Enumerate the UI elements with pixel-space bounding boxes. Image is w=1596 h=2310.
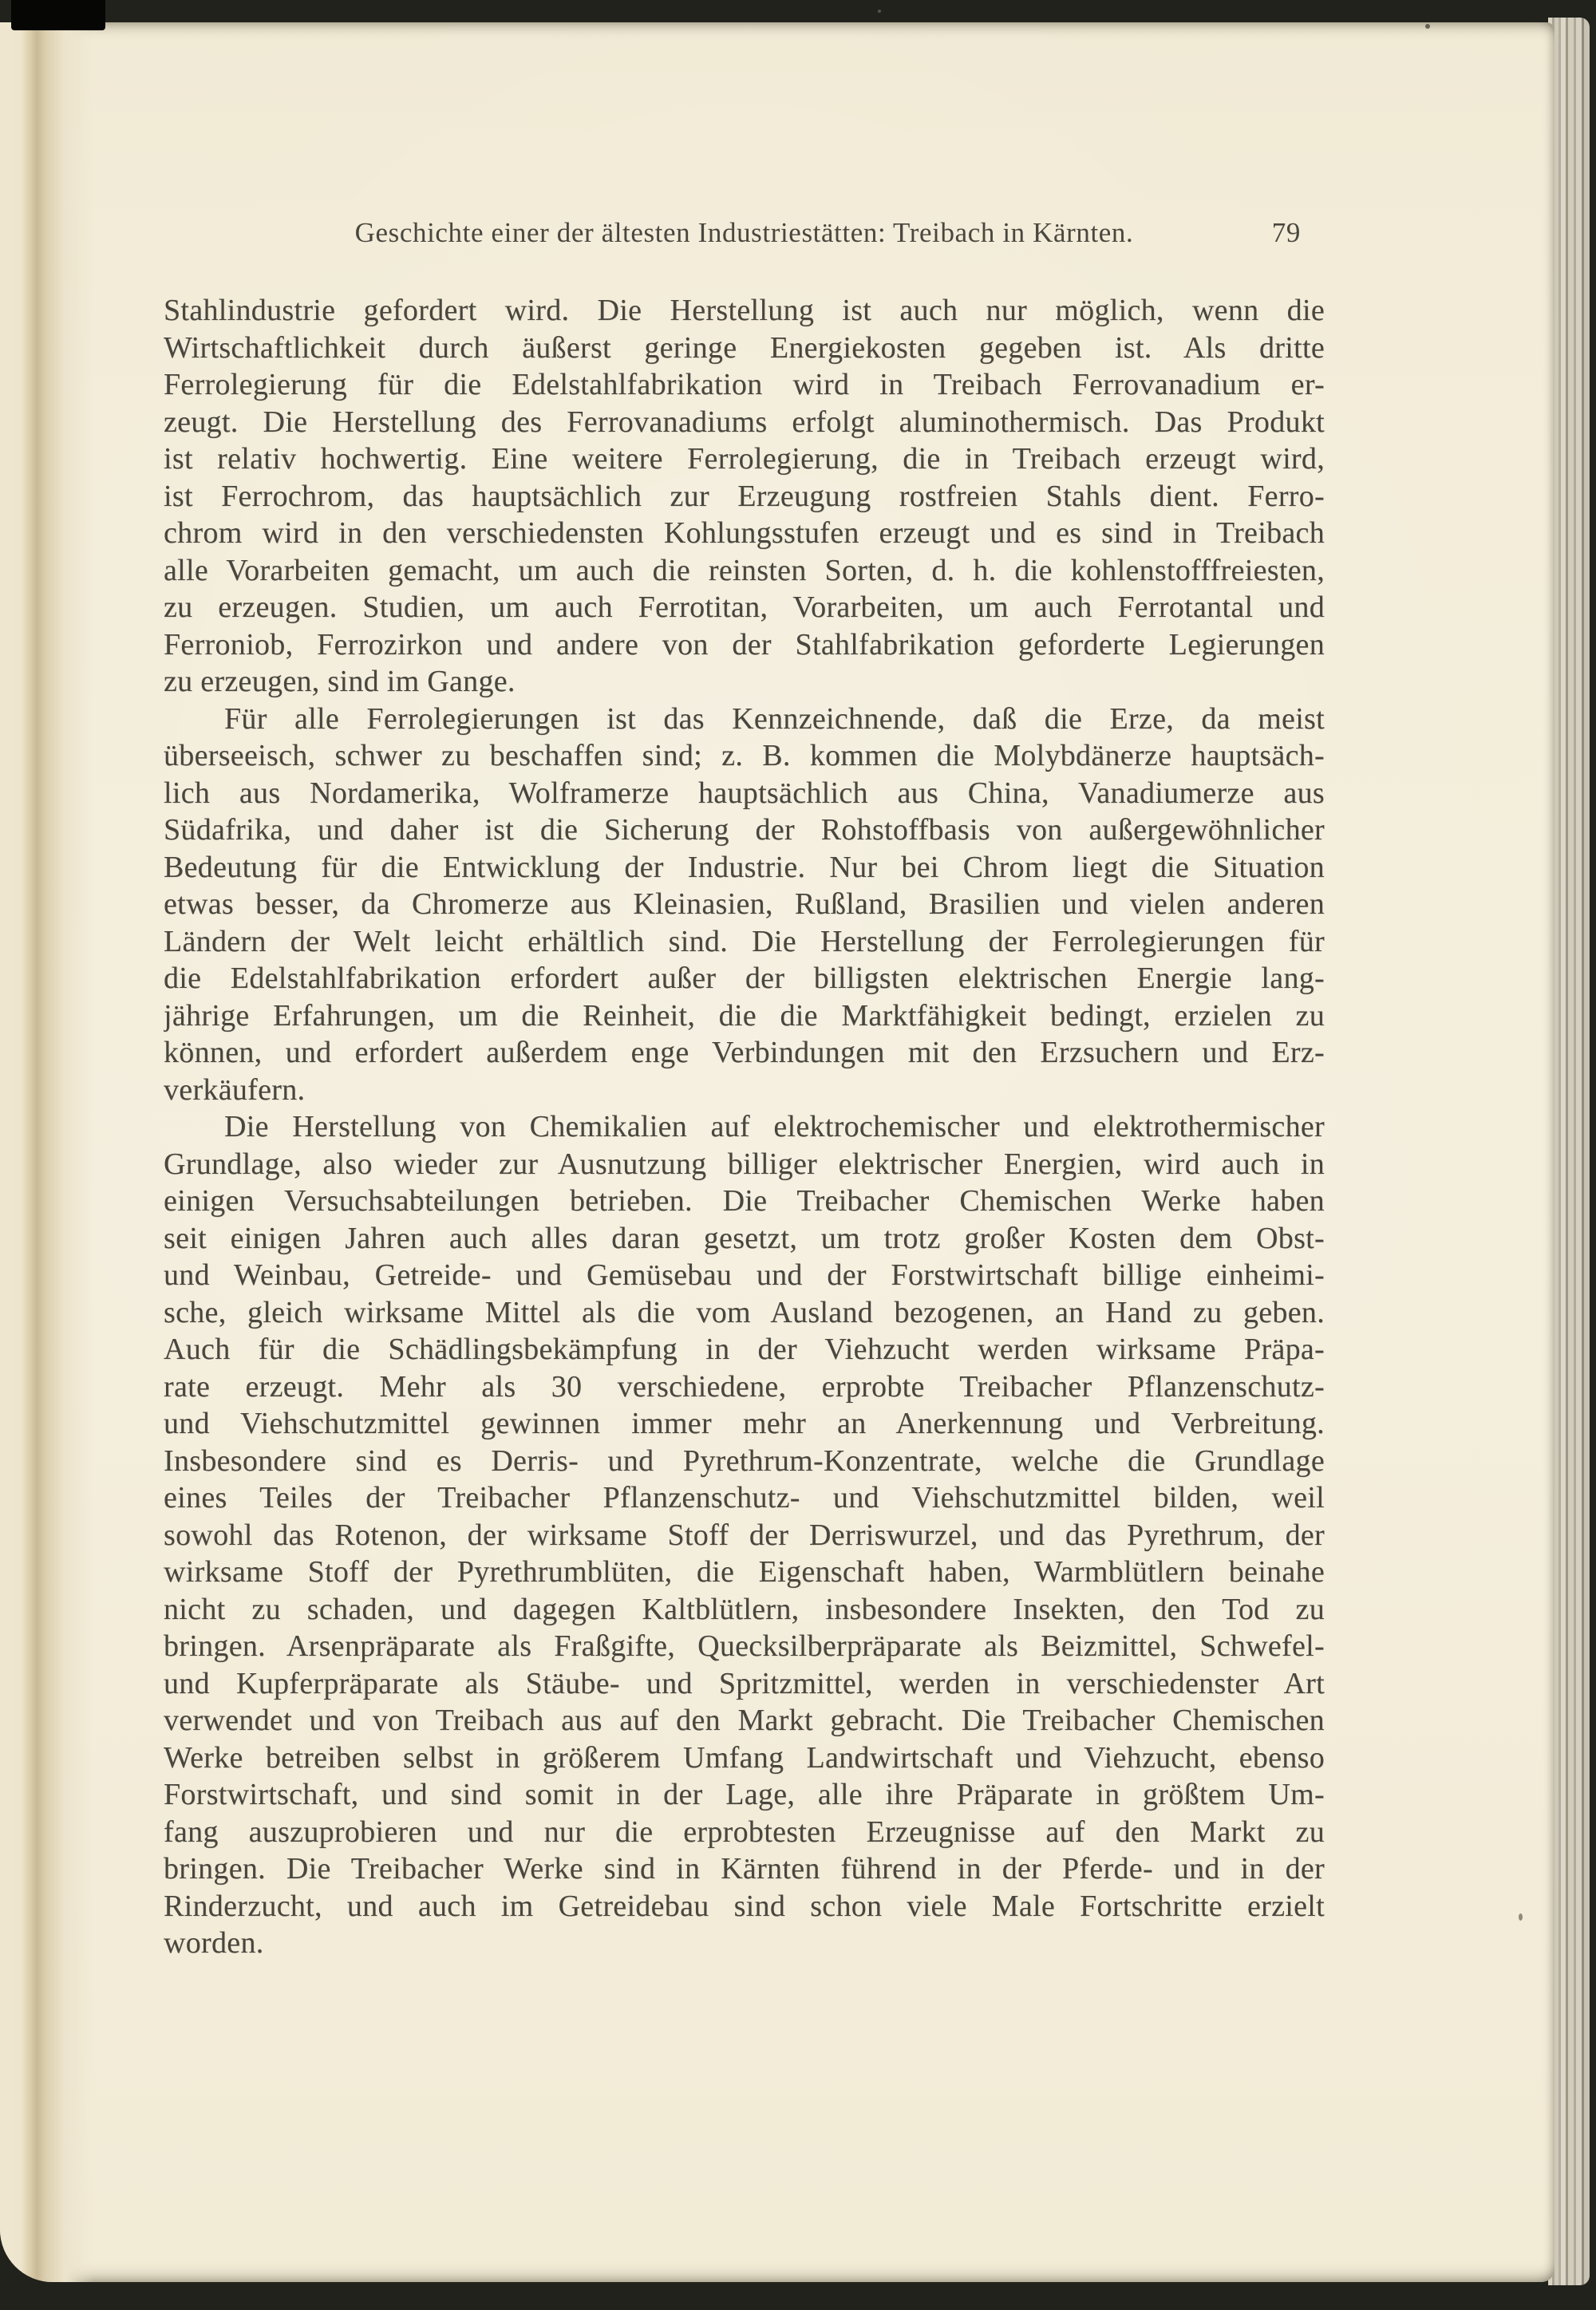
- text-line: nicht zu schaden, und dagegen Kaltblütlern, insbesondere Insekten, den Tod zu: [164, 1592, 1325, 1626]
- text-line: zu erzeugen. Studien, um auch Ferrotitan, Vorarbeiten, um auch Ferrotantal und: [164, 590, 1325, 624]
- text-line: Für alle Ferrolegierungen ist das Kennzeichnende, daß die Erze, da meist: [224, 701, 1325, 736]
- body-text: [164, 292, 1325, 1962]
- text-line: Ferroniob, Ferrozirkon und andere von der Stahlfabrikation geforderte Legierungen: [164, 627, 1325, 661]
- text-line: worden.: [164, 1926, 264, 1960]
- text-line: Werke betreiben selbst in größerem Umfang Landwirtschaft und Viehzucht, ebenso: [164, 1740, 1325, 1775]
- text-line: Ländern der Welt leicht erhältlich sind. Die Herstellung der Ferrolegierungen für: [164, 924, 1325, 958]
- scan-speck: [1425, 24, 1430, 29]
- text-line: Rinderzucht, und auch im Getreidebau sind schon viele Male Fortschritte erzielt: [164, 1889, 1325, 1923]
- text-line: sowohl das Rotenon, der wirksame Stoff der Derriswurzel, und das Pyrethrum, der: [164, 1518, 1325, 1552]
- running-title: Geschichte einer der ältesten Industriestätten: Treibach in Kärnten.: [354, 217, 1134, 248]
- text-line: verkäufern.: [164, 1072, 306, 1107]
- text-line: fang auszuprobieren und nur die erprobtesten Erzeugnisse auf den Markt zu: [164, 1814, 1325, 1849]
- text-line: rate erzeugt. Mehr als 30 verschiedene, erprobte Treibacher Pflanzenschutz-: [164, 1369, 1325, 1404]
- text-line: Bedeutung für die Entwicklung der Industrie. Nur bei Chrom liegt die Situation: [164, 850, 1325, 884]
- text-line: lich aus Nordamerika, Wolframerze hauptsächlich aus China, Vanadiumerze aus: [164, 776, 1325, 810]
- text-line: bringen. Arsenpräparate als Fraßgifte, Quecksilberpräparate als Beizmittel, Schwefel-: [164, 1629, 1325, 1663]
- text-line: zeugt. Die Herstellung des Ferrovanadiums erfolgt aluminothermisch. Das Produkt: [164, 405, 1325, 439]
- text-line: Ferrolegierung für die Edelstahlfabrikation wird in Treibach Ferrovanadium er-: [164, 368, 1325, 401]
- text-line: jährige Erfahrungen, um die Reinheit, die die Marktfähigkeit bedingt, erzielen zu: [164, 998, 1325, 1033]
- text-line: Wirtschaftlichkeit durch äußerst geringe Energiekosten gegeben ist. Als dritte: [164, 330, 1325, 365]
- text-line: Grundlage, also wieder zur Ausnutzung billiger elektrischer Energien, wird auch in: [164, 1147, 1325, 1181]
- text-line: und Viehschutzmittel gewinnen immer mehr an Anerkennung und Verbreitung.: [164, 1407, 1325, 1440]
- text-line: die Edelstahlfabrikation erfordert außer der billigsten elektrischen Energie lang-: [164, 962, 1325, 995]
- scan-speck: [1519, 1913, 1523, 1921]
- book-page: [0, 22, 1555, 2282]
- text-line: verwendet und von Treibach aus auf den Markt gebracht. Die Treibacher Chemischen: [164, 1704, 1325, 1737]
- text-line: Die Herstellung von Chemikalien auf elektrochemischer und elektrothermischer: [224, 1110, 1325, 1143]
- text-line: einigen Versuchsabteilungen betrieben. Die Treibacher Chemischen Werke haben: [164, 1184, 1325, 1218]
- text-line: zu erzeugen, sind im Gange.: [164, 665, 516, 698]
- text-line: etwas besser, da Chromerze aus Kleinasien, Rußland, Brasilien und vielen anderen: [164, 887, 1325, 921]
- page-number: 79: [1271, 217, 1301, 248]
- text-line: und Kupferpräparate als Stäube- und Spritzmittel, werden in verschiedenster Art: [164, 1666, 1325, 1700]
- page-gutter-shadow: [0, 22, 96, 2282]
- text-line: überseeisch, schwer zu beschaffen sind; z. B. kommen die Molybdänerze hauptsäch-: [164, 739, 1325, 772]
- text-line: Forstwirtschaft, und sind somit in der Lage, alle ihre Präparate in größtem Um-: [164, 1778, 1325, 1811]
- text-line: chrom wird in den verschiedensten Kohlungsstufen erzeugt und es sind in Treibach: [164, 516, 1325, 550]
- scanner-clip-artifact: [11, 0, 105, 30]
- text-line: ist Ferrochrom, das hauptsächlich zur Erzeugung rostfreien Stahls dient. Ferro-: [164, 479, 1325, 513]
- text-line: ist relativ hochwertig. Eine weitere Ferrolegierung, die in Treibach erzeugt wird,: [164, 442, 1325, 476]
- text-line: und Weinbau, Getreide- und Gemüsebau und der Forstwirtschaft billige einheimi-: [164, 1258, 1325, 1292]
- page-header: [164, 217, 1325, 252]
- text-line: eines Teiles der Treibacher Pflanzenschutz- und Viehschutzmittel bilden, weil: [164, 1481, 1325, 1514]
- text-line: Auch für die Schädlingsbekämpfung in der Viehzucht werden wirksame Präpa-: [164, 1333, 1325, 1366]
- text-line: können, und erfordert außerdem enge Verbindungen mit den Erzsuchern und Erz-: [164, 1036, 1325, 1069]
- text-line: seit einigen Jahren auch alles daran gesetzt, um trotz großer Kosten dem Obst-: [164, 1221, 1325, 1255]
- text-line: wirksame Stoff der Pyrethrumblüten, die Eigenschaft haben, Warmblütlern beinahe: [164, 1555, 1325, 1589]
- text-line: Südafrika, und daher ist die Sicherung der Rohstoffbasis von außergewöhnlicher: [164, 813, 1325, 847]
- text-line: Insbesondere sind es Derris- und Pyrethrum-Konzentrate, welche die Grundlage: [164, 1443, 1325, 1478]
- text-line: sche, gleich wirksame Mittel als die vom Ausland bezogenen, an Hand zu geben.: [164, 1295, 1325, 1329]
- text-line: bringen. Die Treibacher Werke sind in Kärnten führend in der Pferde- und in der: [164, 1852, 1325, 1886]
- scan-speck: [878, 10, 881, 13]
- text-line: alle Vorarbeiten gemacht, um auch die reinsten Sorten, d. h. die kohlenstofffreiesten,: [164, 553, 1325, 587]
- text-line: Stahlindustrie gefordert wird. Die Herstellung ist auch nur möglich, wenn die: [164, 294, 1325, 327]
